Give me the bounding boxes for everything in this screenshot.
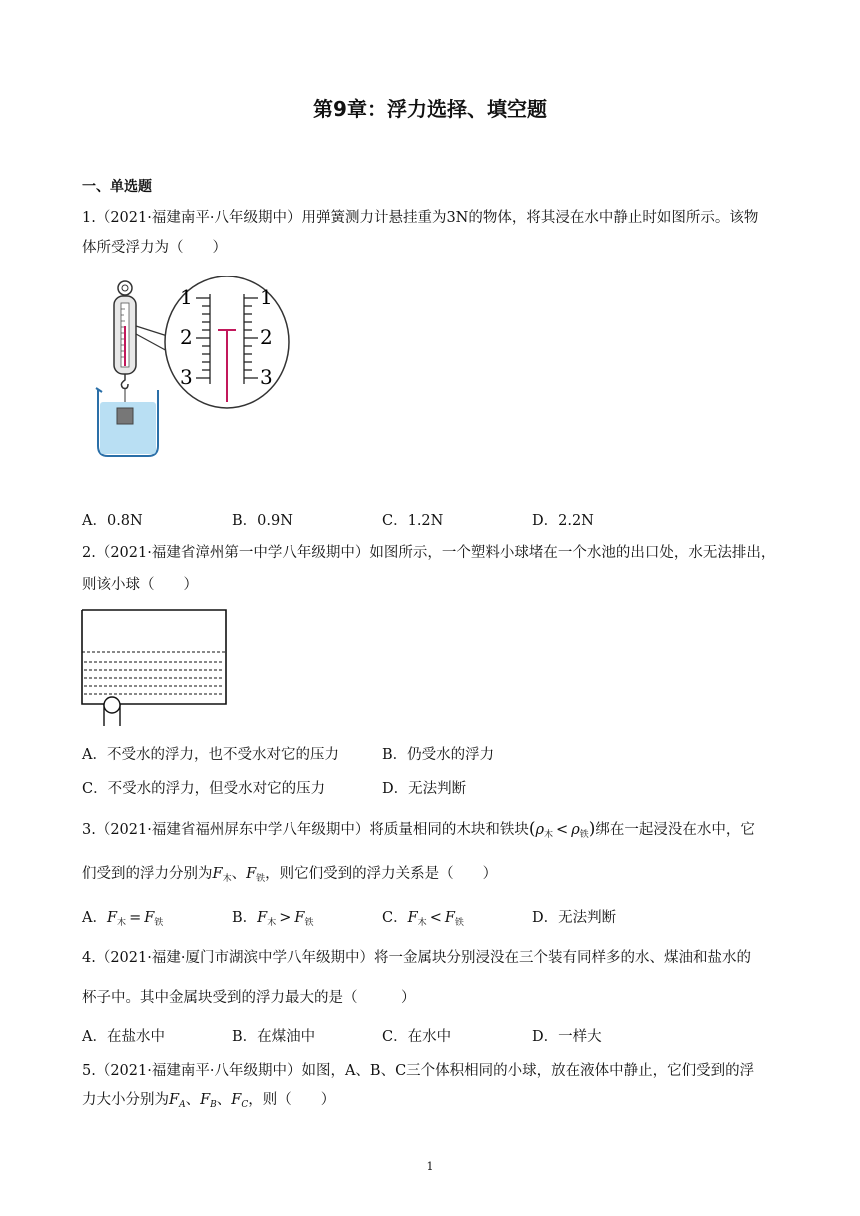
q1-line2: 体所受浮力为（ ） [82, 240, 227, 256]
q5-line2: 力大小分别为$F_A$、$F_B$、$F_C$，则（ ） [82, 1092, 336, 1110]
q4-option-d: D．一样大 [532, 1029, 602, 1045]
q1-option-b: B．0.9N [232, 513, 293, 529]
scale-label-right-3: 3 [260, 365, 273, 389]
q3-option-a: A．$F_木 = F_铁$ [82, 910, 164, 928]
q5-line1: 5.（2021·福建南平·八年级期中）如图，A、B、C三个体积相同的小球，放在液体中静止，它们受到的浮 [82, 1063, 755, 1079]
q3-text-d: ，则它们受到的浮力关系是（ ） [265, 866, 498, 882]
q1-option-c: C．1.2N [382, 513, 444, 529]
page-title: 第9章：浮力选择、填空题 [313, 97, 547, 121]
q4-line1: 4.（2021·福建·厦门市湖滨中学八年级期中）将一金属块分别浸没在三个装有同样多的水、煤油和盐水的 [82, 950, 751, 966]
scale-ring [118, 281, 132, 295]
q4-option-b: B．在煤油中 [232, 1029, 316, 1045]
f-iron: $F_铁$ [246, 866, 266, 884]
spring-scale-figure [92, 276, 302, 466]
pool-figure [80, 608, 230, 730]
scale-label-right-2: 2 [260, 325, 273, 349]
f-a: $F_A$ [169, 1092, 186, 1110]
scale-label-left-2: 2 [180, 325, 193, 349]
q3-line2: 们受到的浮力分别为$F_木$、$F_铁$，则它们受到的浮力关系是（ ） [82, 866, 498, 884]
q3-text-b: 绑在一起浸没在水中，它 [595, 822, 755, 838]
rho-wood: $\rho_木$ [535, 822, 554, 840]
q1-option-a: A．0.8N [82, 513, 143, 529]
q3-text-c: 们受到的浮力分别为 [82, 866, 213, 882]
scale-label-left-1: 1 [180, 285, 193, 309]
scale-label-right-1: 1 [260, 285, 273, 309]
q3-option-b: B．$F_木 > F_铁$ [232, 910, 314, 928]
rho-iron: $\rho_铁$ [571, 822, 589, 840]
block [117, 408, 133, 424]
q2-option-c: C．不受水的浮力，但受水对它的压力 [82, 781, 326, 797]
q1-option-d: D．2.2N [532, 513, 594, 529]
f-c: $F_C$ [231, 1092, 249, 1110]
q3-text-a: 3.（2021·福建省福州屏东中学八年级期中）将质量相同的木块和铁块 [82, 822, 529, 838]
q4-line2: 杯子中。其中金属块受到的浮力最大的是（ ） [82, 990, 416, 1006]
f-b: $F_B$ [200, 1092, 217, 1110]
page-number: 1 [426, 1160, 434, 1173]
q3-option-d: D．无法判断 [532, 910, 617, 926]
section-heading: 一、单选题 [82, 179, 152, 195]
scale-ring-inner [122, 285, 128, 291]
q4-option-a: A．在盐水中 [82, 1029, 165, 1045]
scale-label-left-3: 3 [180, 365, 193, 389]
scale-hook [121, 374, 128, 389]
q2-option-b: B．仍受水的浮力 [382, 747, 495, 763]
plastic-ball [104, 697, 120, 713]
q3-line1: 3.（2021·福建省福州屏东中学八年级期中）将质量相同的木块和铁块$(\rho_木 < \rho_铁)$绑在一起浸没在水中，它 [82, 819, 755, 840]
q2-line2: 则该小球（ ） [82, 577, 198, 593]
q3-option-c: C．$F_木 < F_铁$ [382, 910, 464, 928]
q2-line1: 2.（2021·福建省漳州第一中学八年级期中）如图所示，一个塑料小球堵在一个水池的出口处，水无法排出， [82, 545, 776, 561]
q2-option-a: A．不受水的浮力，也不受水对它的压力 [82, 747, 339, 763]
lt-sign: < [556, 822, 569, 838]
q1-line1: 1.（2021·福建南平·八年级期中）用弹簧测力计悬挂重为3N的物体，将其浸在水中静止时如图所示。该物 [82, 210, 759, 226]
density-relation: ( [528, 819, 536, 839]
pool-wall [82, 610, 226, 704]
q4-option-c: C．在水中 [382, 1029, 452, 1045]
q2-option-d: D．无法判断 [382, 781, 467, 797]
f-wood: $F_木$ [212, 866, 232, 884]
